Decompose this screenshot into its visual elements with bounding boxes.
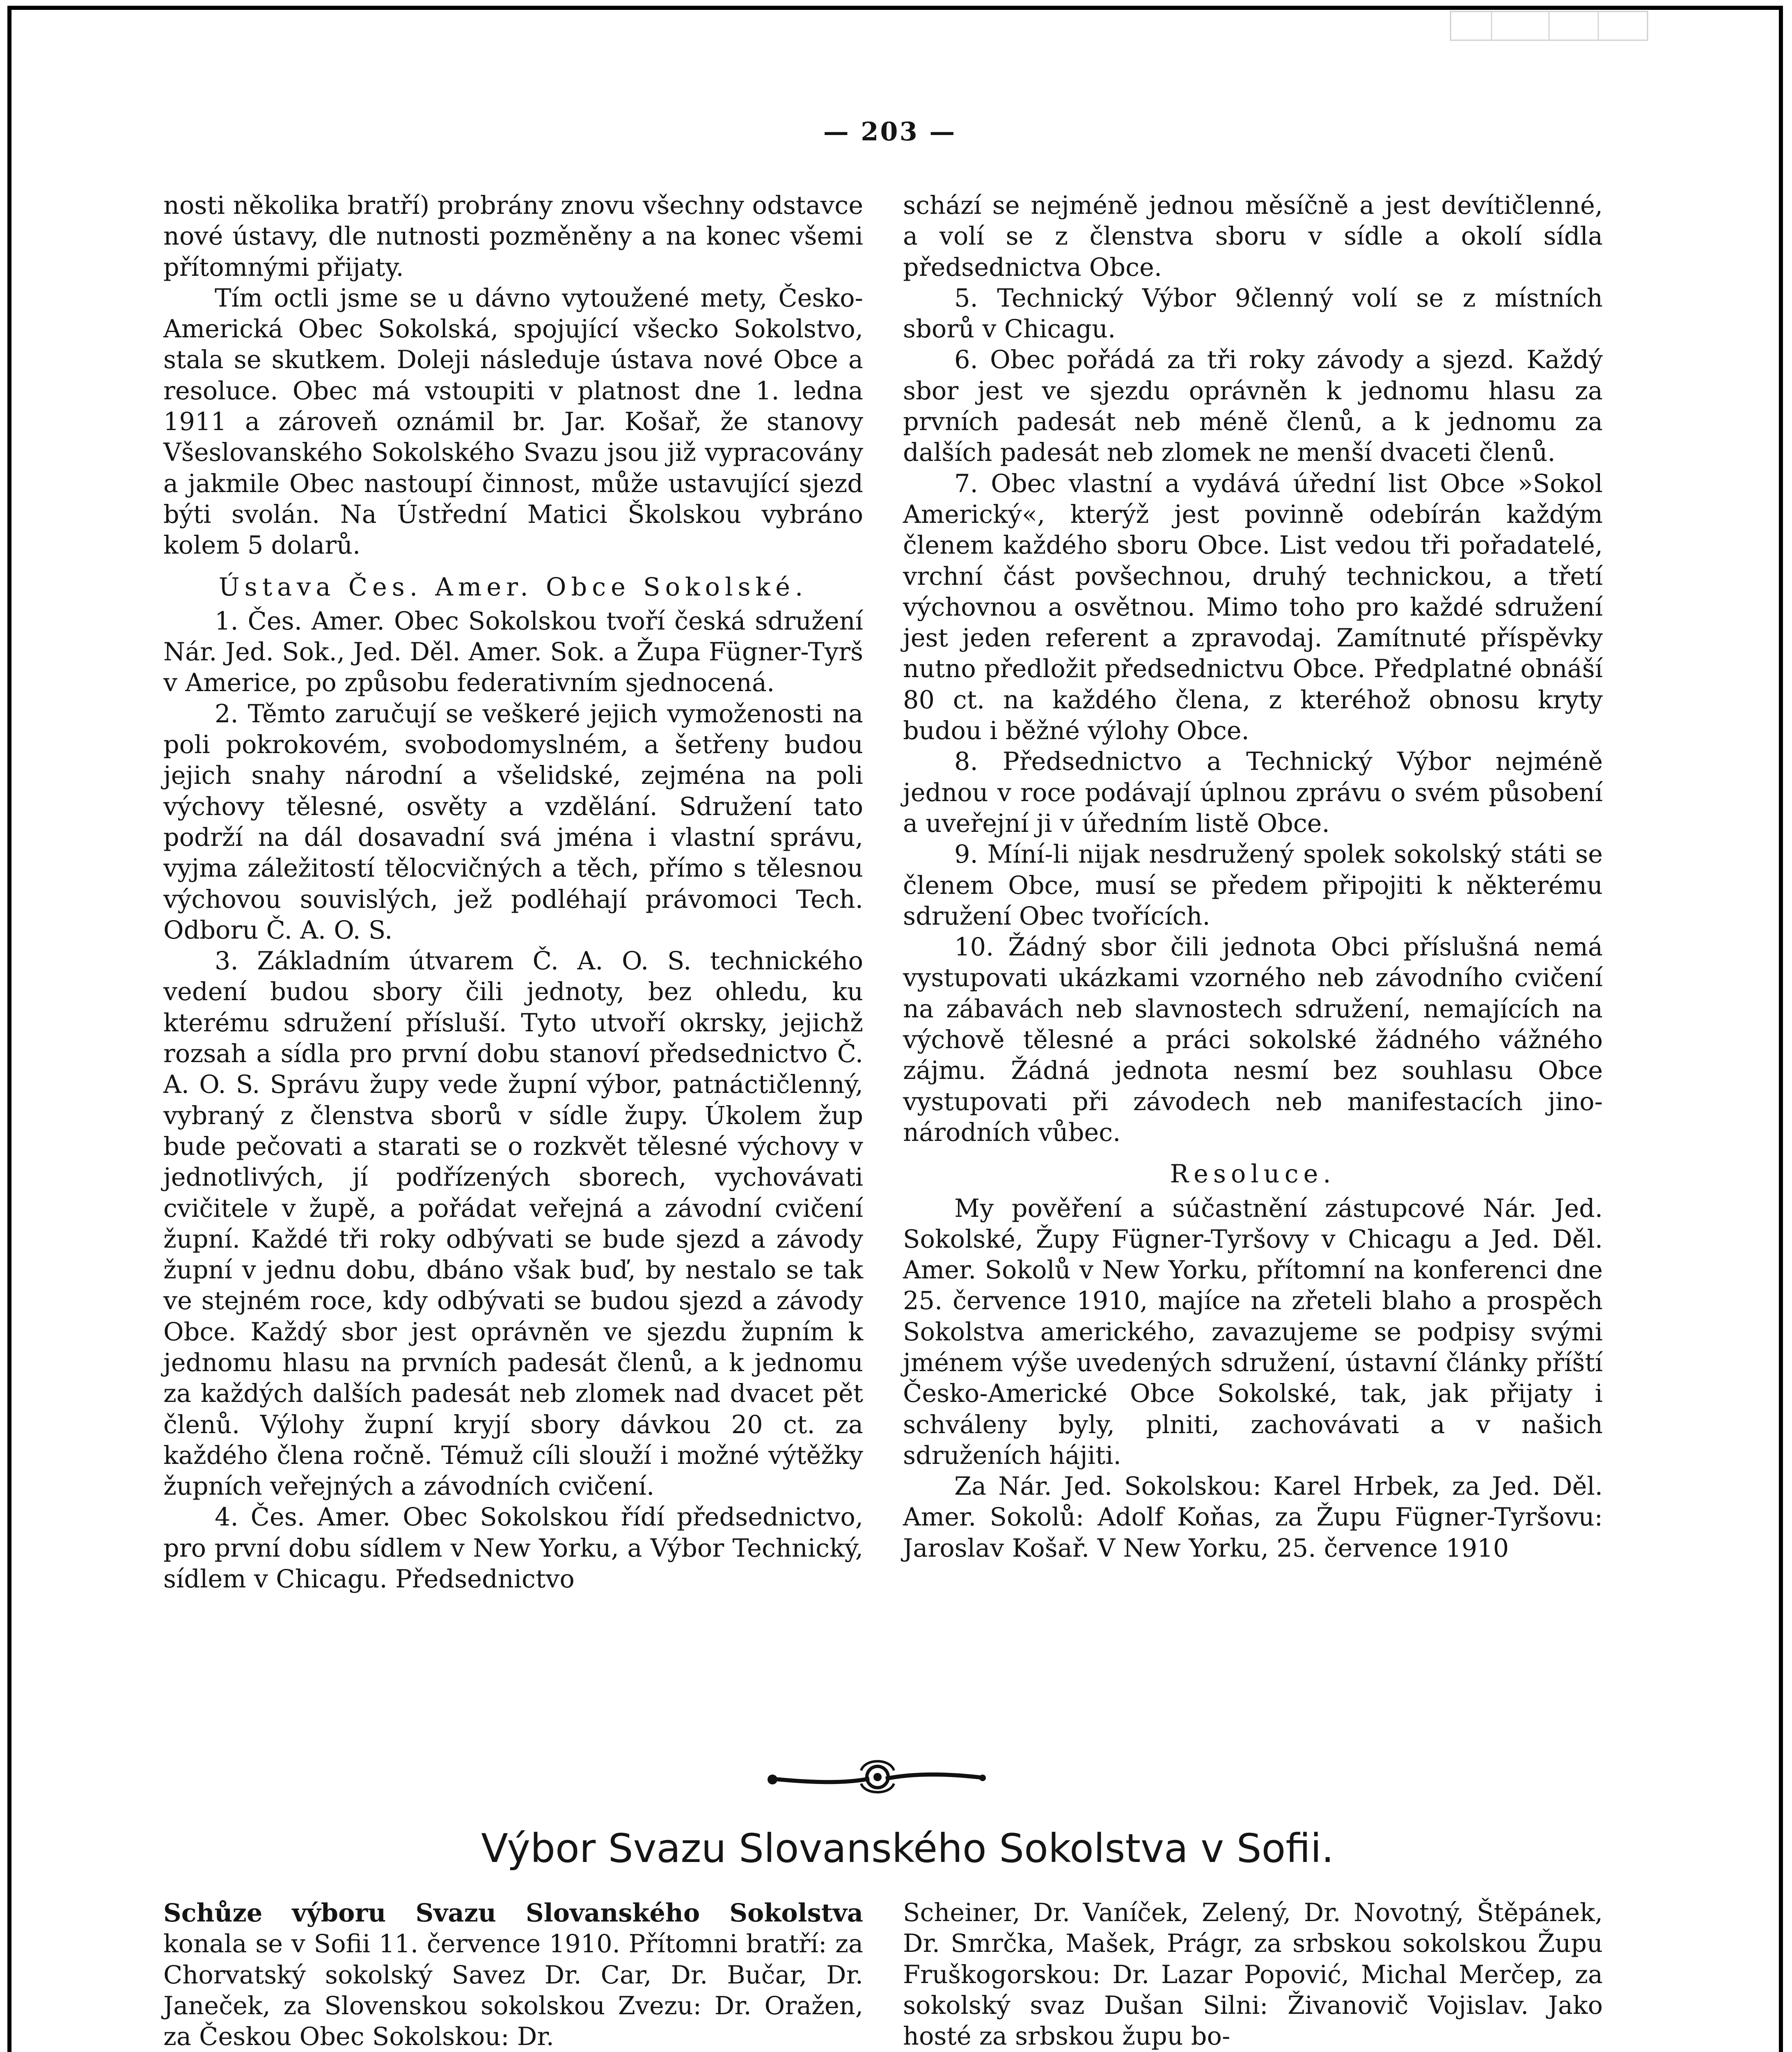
ornament-divider-icon [763,1754,992,1803]
section-heading: Resoluce. [1170,1160,1336,1189]
paragraph: 9. Míní-li nijak nesdružený spolek sokolský státi se členem Obce, musí se předem připojiti k některému sdružení Obec tvořících. [903,840,1603,931]
paragraph: 10. Žádný sbor čili jednota Obci příslušná nemá vystupovati ukázkami vzorného neb závodního cvičení na zábavách neb slavnostech sdružení, nemajících na výchově tělesné a práci sokolské žádného vážného zájmu. Žádná jednota nesmí bez souhlasu Obce vystupovati při závodech neb manifestacích jino-národních vůbec. [903,933,1603,1147]
paragraph: 8. Předsednictvo a Technický Výbor nejméně jednou v roce podávají úplnou zprávu o svém působení a uveřejní ji v úředním listě Obce. [903,747,1603,838]
page-number: — 203 — [823,117,957,147]
paragraph: schází se nejméně jednou měsíčně a jest devítičlenné, a volí se z členstva sboru v sídle a okolí sídla předsednictva Obce. [903,191,1603,282]
paragraph: 1. Čes. Amer. Obec Sokolskou tvoří česká sdružení Nár. Jed. Sok., Jed. Děl. Amer. Sok. a Župa Fügner-Tyrš v Americe, po způsobu federativním sjednocená. [163,607,863,698]
paragraph: 3. Základním útvarem Č. A. O. S. technického vedení budou sbory čili jednoty, bez ohledu, ku kterému sdružení přísluší. Tyto utvoří okrsky, jejichž rozsah a sídla pro první dobu stanoví předsednictvo Č. A. O. S. Správu župy vede župní výbor, patnáctičlenný, vybraný z členstva sborů v sídle župy. Úkolem žup bude pečovati a starati se o rozkvět tělesné výchovy v jednotlivých, jí podřízených sborech, vychovávati cvičitele v župě, a pořádat veřejná a závodní cvičení župní. Každé tři roky odbývati se bude sjezd a závody župní v jednu dobu, dbáno však buď, by nestalo se tak ve stejném roce, kdy odbývati se budou sjezd a závody Obce. Každý sbor jest oprávněn ve sjezdu župním k jednomu hlasu na prvních padesát členů, a k jednomu za každých dalších padesát neb zlomek nad dvacet pět členů. Výlohy župní kryjí sbory dávkou 20 ct. za každého člena ročně. Témuž cíli slouží i možné výtěžky župních veřejných a závodních cvičení. [163,947,863,1501]
paragraph [163,1898,863,2052]
section-title: Výbor Svazu Slovanského Sokolstva v Sofii. [481,1825,1334,1871]
lead-text: Schůze výboru Svazu Slovanského Sokolstva [163,1899,863,1928]
paragraph: 6. Obec pořádá za tři roky závody a sjezd. Každý sbor jest ve sjezdu oprávněn k jednomu hlasu za prvních padesát neb méně členů, a k jednomu za dalších padesát neb zlomek ne menší dvaceti členů. [903,346,1603,467]
paragraph: 2. Těmto zaručují se veškeré jejich vymoženosti na poli pokrokovém, svobodomyslném, a šetřeny budou jejich snahy národní a všelidské, zejména na poli výchovy tělesné, osvěty a vzdělání. Sdružení tato podrží na dál dosavadní svá jména i vlastní správu, vyjma záležitostí tělocvičných a těch, přímo s tělesnou výchovou souvislých, jež podléhají právomoci Tech. Odboru Č. A. O. S. [163,699,863,945]
paragraph: 5. Technický Výbor 9členný volí se z místních sborů v Chicagu. [903,284,1603,344]
paragraph: 7. Obec vlastní a vydává úřední list Obce »Sokol Americký«, kterýž jest povinně odebírán každým členem každého sboru Obce. List vedou tři pořadatelé, vrchní část povšechnou, druhý technickou, a třetí výchovnou a osvětnou. Mimo toho pro každé sdružení jest jeden referent a zpravodaj. Zamítnuté příspěvky nutno předložit předsednictvu Obce. Předplatné obnáší 80 ct. na každého člena, z kteréhož obnosu kryty budou i běžné výlohy Obce. [903,469,1603,746]
paragraph: My pověření a súčastnění zástupcové Nár. Jed. Sokolské, Župy Fügner-Tyršovy v Chicagu a Jed. Děl. Amer. Sokolů v New Yorku, přítomní na konferenci dne 25. července 1910, majíce na zřeteli blaho a prospěch Sokolstva amerického, zavazujeme se podpisy svými jménem výše uvedených sdružení, ústavní články příští Česko-Americké Obce Sokolské, tak, jak přijaty i schváleny byly, plniti, zachovávati a v našich sdruženích hájiti. [903,1194,1603,1470]
page-frame [7,6,1783,2052]
paragraph: nosti několika bratří) probrány znovu všechny odstavce nové ústavy, dle nutnosti pozměněny a na konec všemi přítomnými přijaty. [163,191,863,282]
paragraph: Tím octli jsme se u dávno vytoužené mety, Česko-Americká Obec Sokolská, spojující všecko Sokolstvo, stala se skutkem. Doleji následuje ústava nové Obce a resoluce. Obec má vstoupiti v platnost dne 1. ledna 1911 a zároveň oznámil br. Jar. Košař, že stanovy Všeslovanského Sokolského Svazu jsou již vypracovány a jakmile Obec nastoupí činnost, může ustavující sjezd býti svolán. Na Ústřední Matici Školskou vybráno kolem 5 dolarů. [163,284,863,560]
paragraph: 4. Čes. Amer. Obec Sokolskou řídí předsednictvo, pro první dobu sídlem v New Yorku, a Výbor Technický, sídlem v Chicagu. Předsednictvo [163,1503,863,1594]
paragraph-text: konala se v Sofii 11. července 1910. Přítomni bratří: za Chorvatský sokolský Savez Dr. Car, Dr. Bučar, Dr. Janeček, za Slovenskou sokolskou Zvezu: Dr. Oražen, za Českou Obec Sokolskou: Dr. [163,1930,863,2052]
left-column [163,190,863,1595]
bottom-left-column [163,1898,863,2052]
paragraph: Za Nár. Jed. Sokolskou: Karel Hrbek, za Jed. Děl. Amer. Sokolů: Adolf Koňas, za Župu Fügner-Tyršovu: Jaroslav Košař. V New Yorku, 25. července 1910 [903,1472,1603,1563]
library-stamp [1442,10,1656,43]
section-heading: Ústava Čes. Amer. Obce Sokolské. [218,573,808,602]
paragraph: Scheiner, Dr. Vaníček, Zelený, Dr. Novotný, Štěpánek, Dr. Smrčka, Mašek, Prágr, za srbskou sokolskou Župu Fruškogorskou: Dr. Lazar Popović, Michal Merčep, za sokolský svaz Dušan Silni: Živanovič Vojislav. Jako hosté za srbskou župu bo- [903,1899,1603,2051]
bottom-right-column [903,1898,1603,2052]
right-column [903,190,1603,1564]
